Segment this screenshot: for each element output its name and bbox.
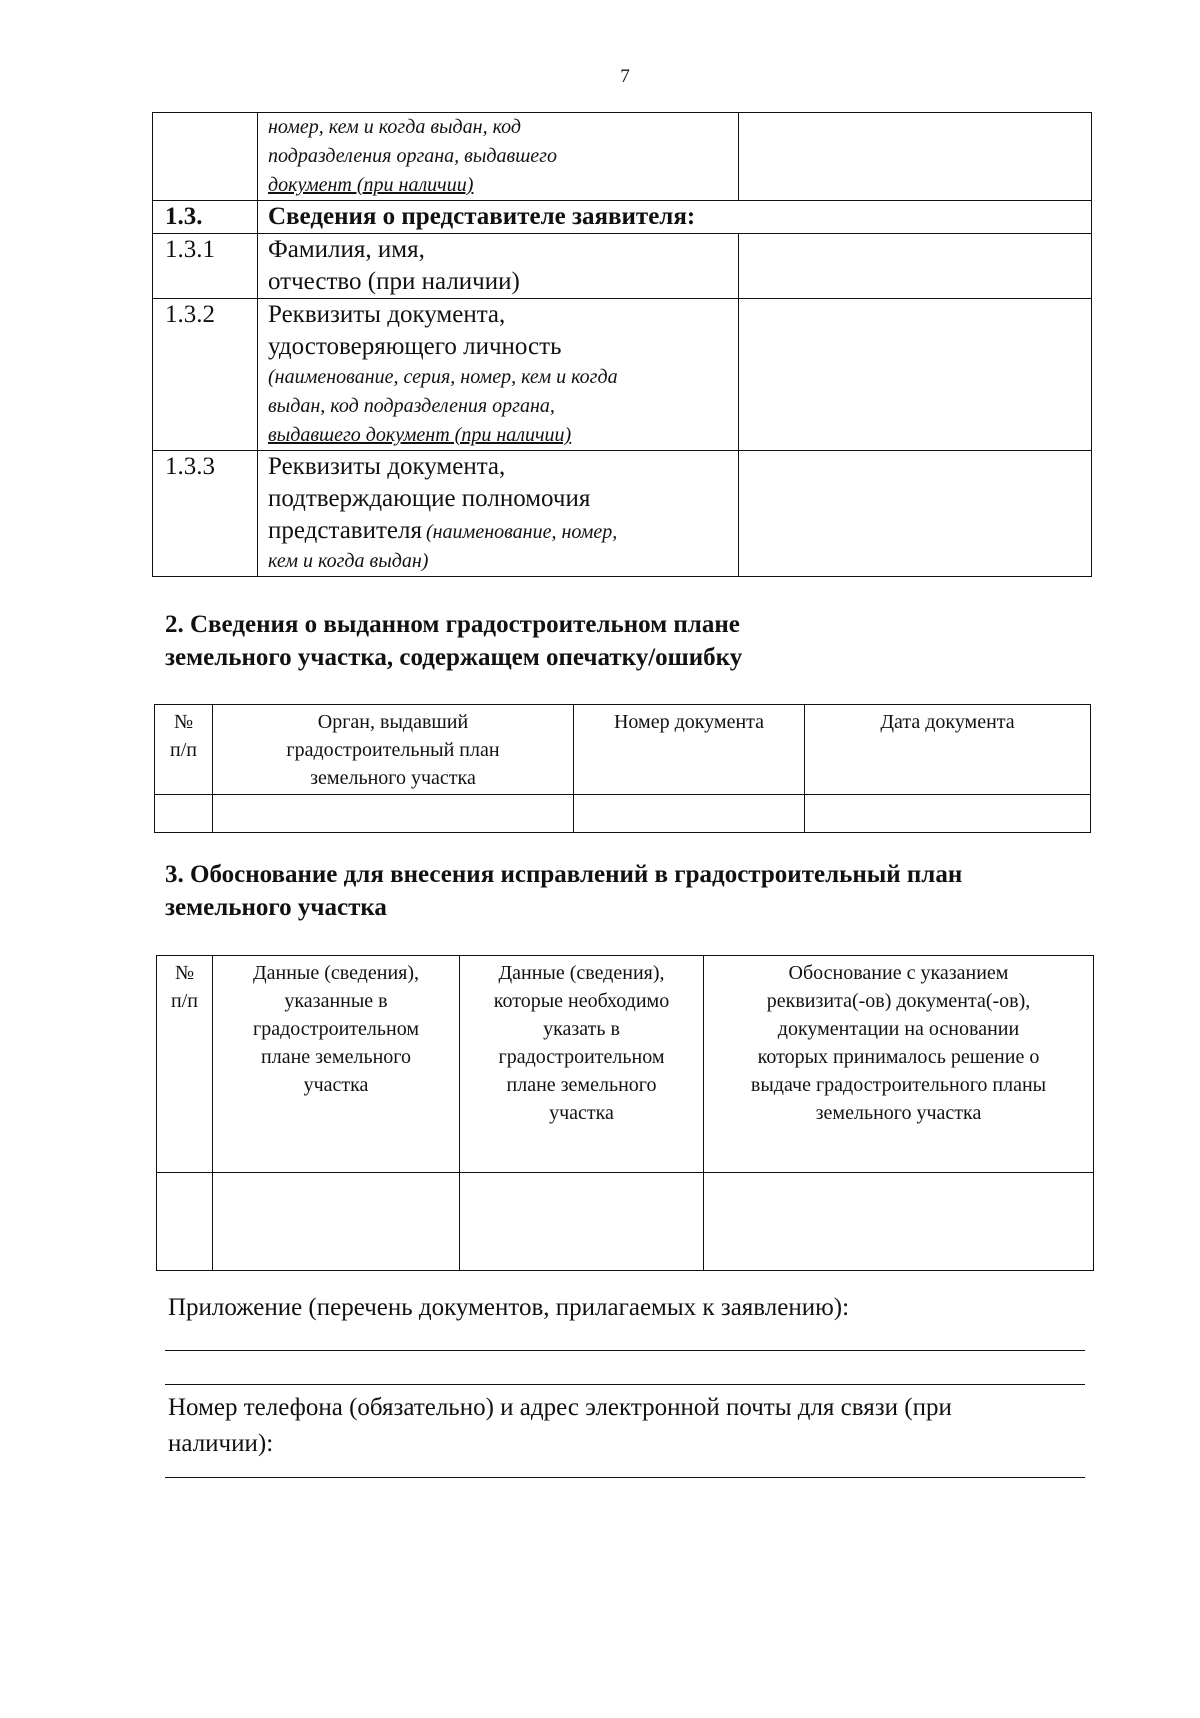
header-line: плане земельного (261, 1046, 411, 1068)
column-header (213, 705, 574, 795)
contact-label-line: Номер телефона (обязательно) и адрес электронной почты для связи (при (168, 1394, 952, 1421)
contact-line[interactable] (165, 1477, 1085, 1478)
table-row (153, 451, 1092, 577)
label-line: удостоверяющего личность (268, 333, 562, 360)
row-label (258, 451, 739, 577)
header-line: плане земельного (506, 1074, 657, 1096)
header-line: п/п (170, 739, 197, 761)
header-line: земельного участка (815, 1102, 982, 1124)
header-line: участка (549, 1102, 614, 1124)
attachment-line-1[interactable] (165, 1350, 1085, 1351)
label-line: Реквизиты документа, (268, 301, 506, 328)
table-cell[interactable] (155, 795, 213, 833)
label-line: Фамилия, имя, (268, 236, 425, 263)
document-note-cell (258, 113, 739, 201)
header-row (157, 956, 1094, 1173)
label-line: Реквизиты документа, (268, 453, 506, 480)
header-line: Данные (сведения), (498, 962, 665, 984)
header-line: документации на основании (777, 1018, 1020, 1040)
section-3-heading (165, 858, 1105, 924)
table-cell[interactable] (460, 1173, 704, 1271)
header-line: градостроительном (252, 1018, 419, 1040)
row-number: 1.3.2 (153, 299, 258, 451)
column-header (704, 956, 1094, 1173)
column-header (213, 956, 460, 1173)
attachment-line-2[interactable] (165, 1384, 1085, 1385)
table-cell[interactable] (213, 795, 574, 833)
section-title: Сведения о представителе заявителя: (258, 201, 1092, 234)
header-line: п/п (171, 990, 198, 1012)
label-line (268, 515, 738, 547)
note-line: номер, кем и когда выдан, код (268, 116, 522, 138)
header-line: которых принималось решение о (757, 1046, 1040, 1068)
table-row (153, 299, 1092, 451)
contact-label-line: наличии): (168, 1430, 274, 1457)
header-line: градостроительном (498, 1046, 665, 1068)
column-header (157, 956, 213, 1173)
note-line: подразделения органа, выдавшего (268, 145, 557, 167)
header-line: реквизита(-ов) документа(-ов), (766, 990, 1031, 1012)
value-cell[interactable] (739, 299, 1092, 451)
table-row (155, 795, 1091, 833)
header-line: № (173, 711, 194, 733)
contact-label (168, 1390, 1088, 1462)
row-label (258, 299, 739, 451)
table-cell[interactable] (805, 795, 1091, 833)
header-row (155, 705, 1091, 795)
header-line: выдаче градостроительного планы (750, 1074, 1047, 1096)
header-line: которые необходимо (493, 990, 670, 1012)
note-line: документ (при наличии) (268, 174, 474, 196)
note-line: кем и когда выдан) (268, 550, 429, 572)
row-number: 1.3.1 (153, 234, 258, 299)
header-line: градостроительный план (286, 739, 500, 761)
header-line: Обоснование с указанием (788, 962, 1009, 984)
section-number: 1.3. (153, 201, 258, 234)
header-line: указанные в (284, 990, 388, 1012)
header-line: Орган, выдавший (317, 711, 469, 733)
heading-line: 3. Обоснование для внесения исправлений в градостроительный план (165, 861, 963, 888)
label-line: подтверждающие полномочия (268, 485, 591, 512)
page-number: 7 (620, 66, 630, 87)
header-line: Дата документа (880, 711, 1015, 733)
row-label (258, 234, 739, 299)
section-2-heading (165, 608, 1105, 674)
row-number: 1.3.3 (153, 451, 258, 577)
label-line: отчество (при наличии) (268, 268, 520, 295)
column-header (805, 705, 1091, 795)
table-cell[interactable] (157, 1173, 213, 1271)
section-header-row (153, 201, 1092, 234)
column-header (155, 705, 213, 795)
representative-info-table (152, 112, 1092, 577)
value-cell[interactable] (739, 234, 1092, 299)
heading-line: земельного участка (165, 894, 387, 921)
table-row (153, 113, 1092, 201)
table-row (157, 1173, 1094, 1271)
value-cell[interactable] (739, 113, 1092, 201)
header-line: участка (303, 1074, 369, 1096)
attachment-label: Приложение (перечень документов, прилагаемых к заявлению): (168, 1294, 850, 1321)
table-cell[interactable] (213, 1173, 460, 1271)
heading-line: 2. Сведения о выданном градостроительном плане (165, 611, 740, 638)
note-line: выдан, код подразделения органа, (268, 395, 555, 417)
table-row (153, 234, 1092, 299)
header-line: земельного участка (310, 767, 476, 789)
note-line: выдавшего документ (при наличии) (268, 424, 572, 446)
correction-basis-table (156, 955, 1094, 1271)
column-header (460, 956, 704, 1173)
header-line: № (174, 962, 195, 984)
table-cell[interactable] (704, 1173, 1094, 1271)
value-cell[interactable] (739, 451, 1092, 577)
header-line: Номер документа (613, 711, 765, 733)
header-line: указать в (543, 1018, 620, 1040)
note-line: (наименование, серия, номер, кем и когда (268, 366, 618, 388)
header-line: Данные (сведения), (252, 962, 420, 984)
gpzu-info-table (154, 704, 1091, 833)
table-cell[interactable] (574, 795, 805, 833)
label-text: представителя (268, 517, 422, 544)
column-header (574, 705, 805, 795)
inline-note: (наименование, номер, (425, 521, 618, 543)
heading-line: земельного участка, содержащем опечатку/ошибку (165, 644, 743, 671)
